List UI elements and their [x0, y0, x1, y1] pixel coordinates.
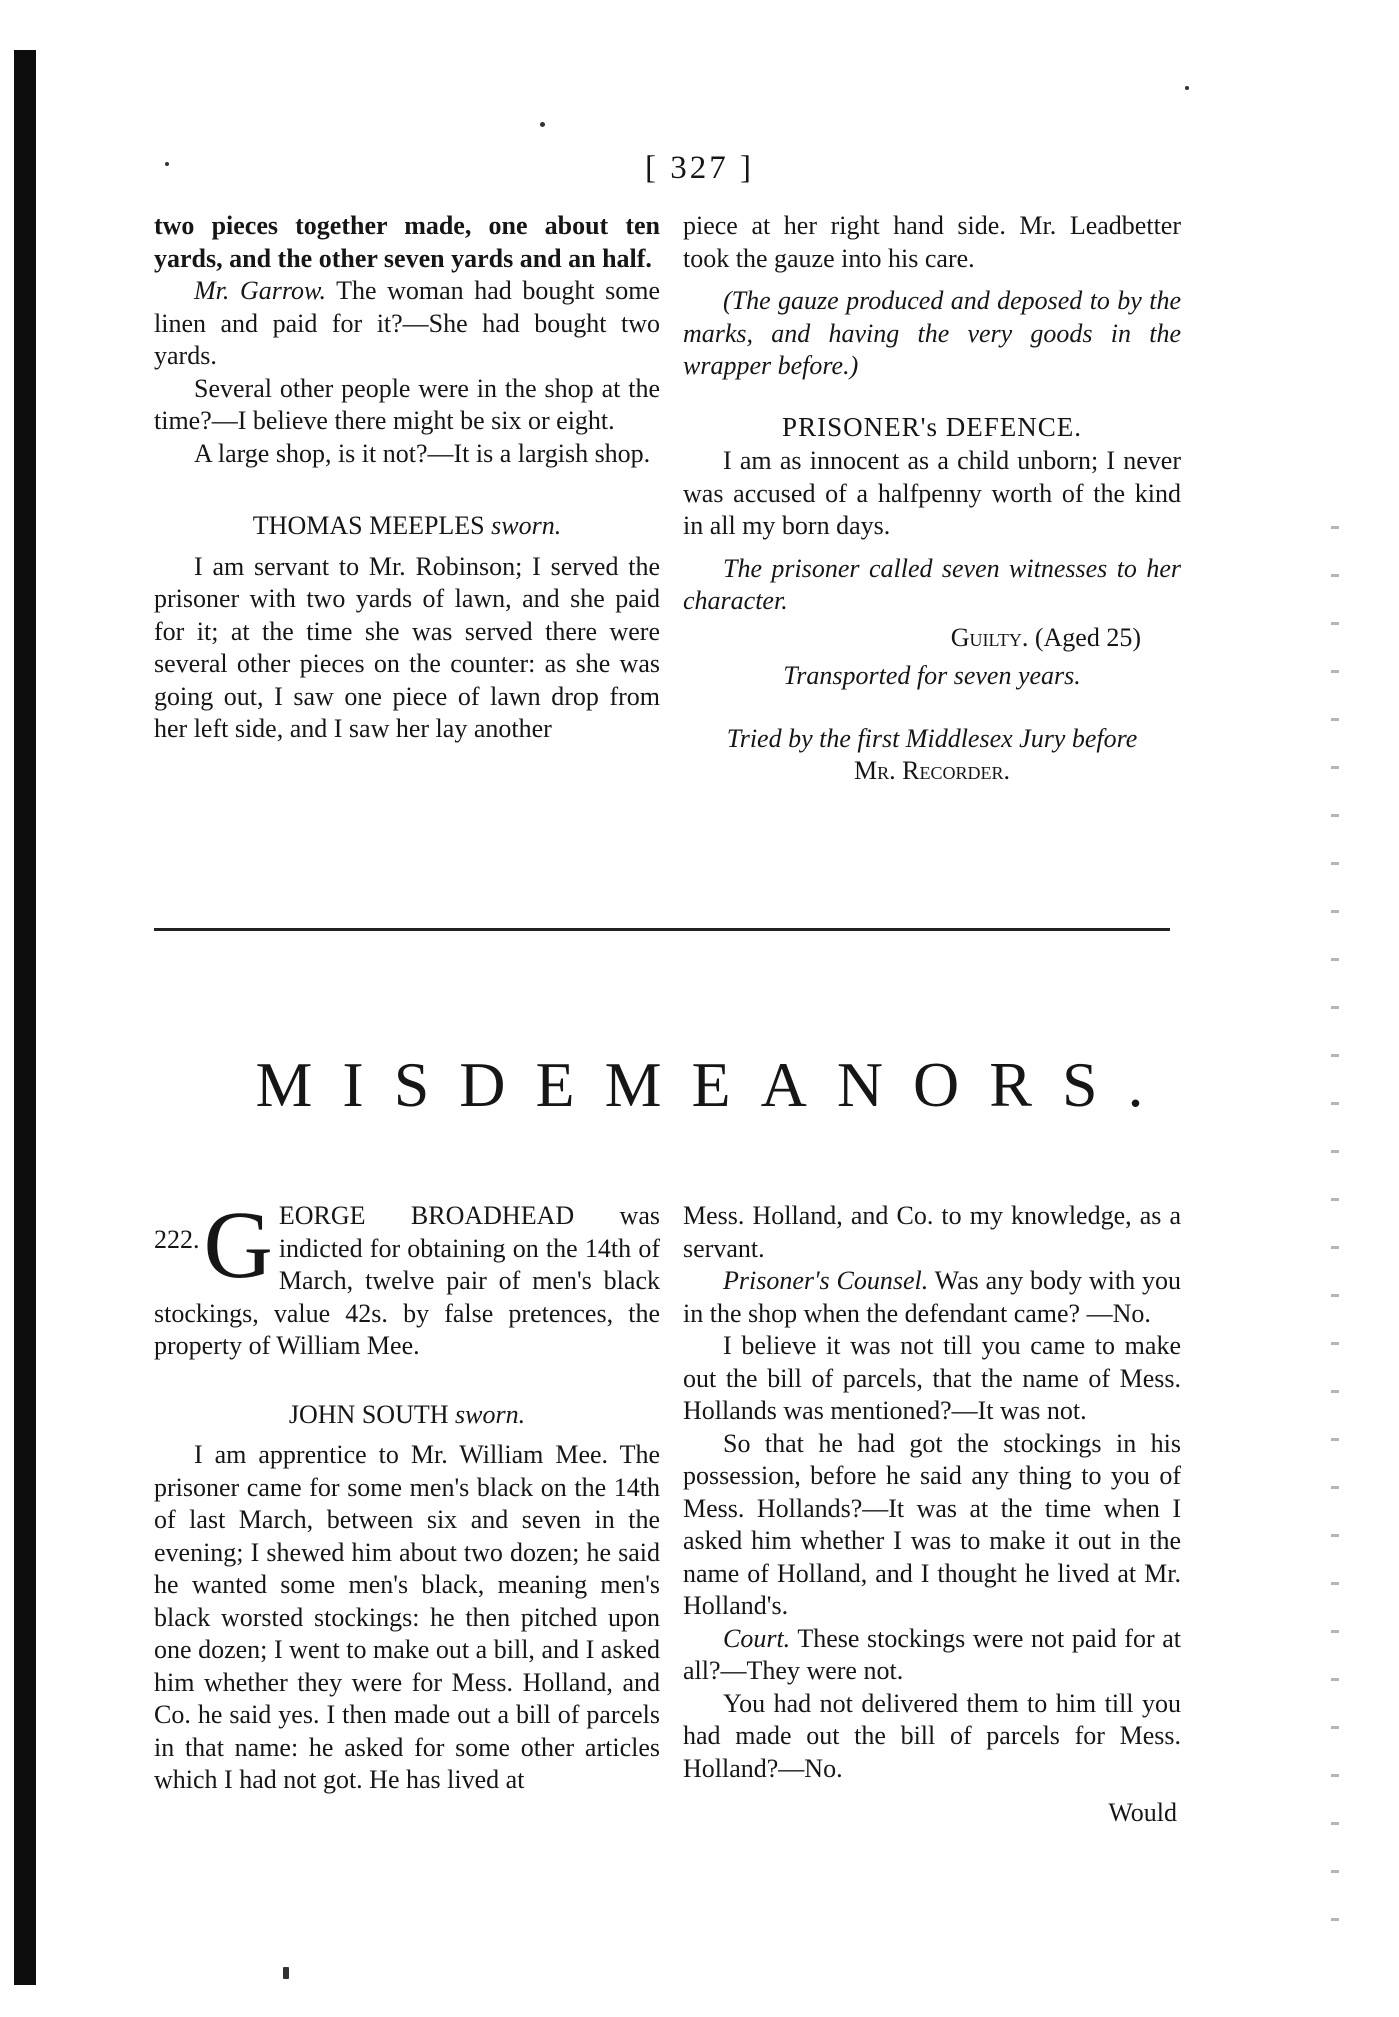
sworn-label: sworn.	[491, 511, 562, 540]
paragraph: Several other people were in the shop at the time?—I believe there might be six or eight.	[154, 373, 660, 435]
page-number: [ 327 ]	[645, 150, 754, 186]
paragraph: Mess. Holland, and Co. to my knowledge, as a servant.	[683, 1201, 1181, 1263]
paragraph: A large shop, is it not?—It is a largish shop.	[194, 438, 651, 468]
witness-name: JOHN SOUTH	[288, 1399, 449, 1429]
case-text: EORGE BROADHEAD was indicted for obtaining on the 14th of March, twelve pair of men's black stockings, value 42s. by false pretences, the property of William Mee.	[154, 1201, 660, 1360]
bottom-right-column	[683, 1200, 1181, 1830]
catchword: Would	[1108, 1798, 1177, 1827]
paragraph: So that he had got the stockings in his possession, before he said any thing to you of Mess. Hollands?—It was at the time when I asked him whether I was to make it out in the name of Holland, and I thought he lived at Mr. Holland's.	[683, 1428, 1181, 1620]
binding-edge	[14, 50, 36, 1985]
gauze-note: (The gauze produced and deposed to by the marks, and having the very goods in the wrapper before.)	[683, 286, 1181, 380]
verdict: Guilty.	[950, 622, 1029, 652]
margin-scan-marks	[1331, 500, 1339, 1950]
paragraph-text: These stockings were not paid for at all?—They were not.	[683, 1623, 1181, 1685]
tried-by: Tried by the first Middlesex Jury before	[726, 723, 1138, 753]
paragraph: I believe it was not till you came to make out the bill of parcels, that the name of Mess. Hollands was mentioned?—It was not.	[683, 1331, 1181, 1425]
section-title: MISDEMEANORS.	[255, 1049, 1174, 1120]
tried-before: Mr. Recorder.	[854, 756, 1010, 785]
top-left-column	[154, 210, 660, 746]
top-right-column	[683, 210, 1181, 788]
age: (Aged 25)	[1034, 622, 1141, 652]
section-divider	[154, 928, 1170, 931]
paragraph-text: The woman had bought some linen and paid for it?—She had bought two yards.	[154, 276, 661, 370]
witness-heading	[154, 510, 660, 543]
defence-text: I am as innocent as a child unborn; I never was accused of a halfpenny worth of the kind in all my born days.	[683, 446, 1181, 540]
speck	[1185, 86, 1189, 90]
speck	[540, 122, 545, 127]
paragraph	[683, 1265, 1181, 1330]
paragraph: piece at her right hand side. Mr. Leadbetter took the gauze into his care.	[683, 211, 1181, 273]
paragraph	[154, 275, 660, 373]
witness-name: THOMAS MEEPLES	[252, 511, 485, 540]
defence-heading: PRISONER's DEFENCE.	[782, 411, 1082, 442]
sentence: Transported for seven years.	[783, 661, 1081, 690]
speaker-label: Mr. Garrow.	[194, 276, 326, 305]
drop-cap: G	[203, 1191, 273, 1298]
bottom-left-column	[154, 1191, 660, 1797]
paragraph: You had not delivered them to him till you had made out the bill of parcels for Mess. Holland?—No.	[683, 1688, 1181, 1783]
verdict-line	[683, 622, 1181, 655]
paragraph-text: Was any body with you in the shop when the defendant came? —No.	[683, 1266, 1181, 1328]
speaker-label: Prisoner's Counsel.	[723, 1266, 929, 1295]
paragraph	[683, 1623, 1181, 1688]
speaker-label: Court.	[723, 1623, 791, 1653]
case-opening	[154, 1191, 660, 1363]
testimony: I am servant to Mr. Robinson; I served the prisoner with two yards of lawn, and she paid for it; at the time she was served there were several other pieces on the counter: as she was going out, I saw one piece of lawn drop from her left side, and I saw her lay another	[154, 551, 660, 743]
case-number: 222.	[154, 1225, 200, 1254]
witnesses-note: The prisoner called seven witnesses to her character.	[683, 553, 1181, 615]
paragraph: two pieces together made, one about ten yards, and the other seven yards and an half.	[154, 211, 660, 273]
witness-heading	[154, 1399, 660, 1432]
testimony: I am apprentice to Mr. William Mee. The prisoner came for some men's black on the 14th of last March, between six and seven in the evening; I shewed him about two dozen; he said he wanted some men's black, meaning men's black worsted stockings: he then pitched upon one dozen; I went to make out a bill, and I asked him whether they were for Mess. Holland, and Co. he said yes. I then made out a bill of parcels in that name: he asked for some other articles which I had not got. He has lived at	[154, 1440, 660, 1794]
sworn-label: sworn.	[455, 1399, 526, 1429]
speck	[283, 1967, 289, 1979]
